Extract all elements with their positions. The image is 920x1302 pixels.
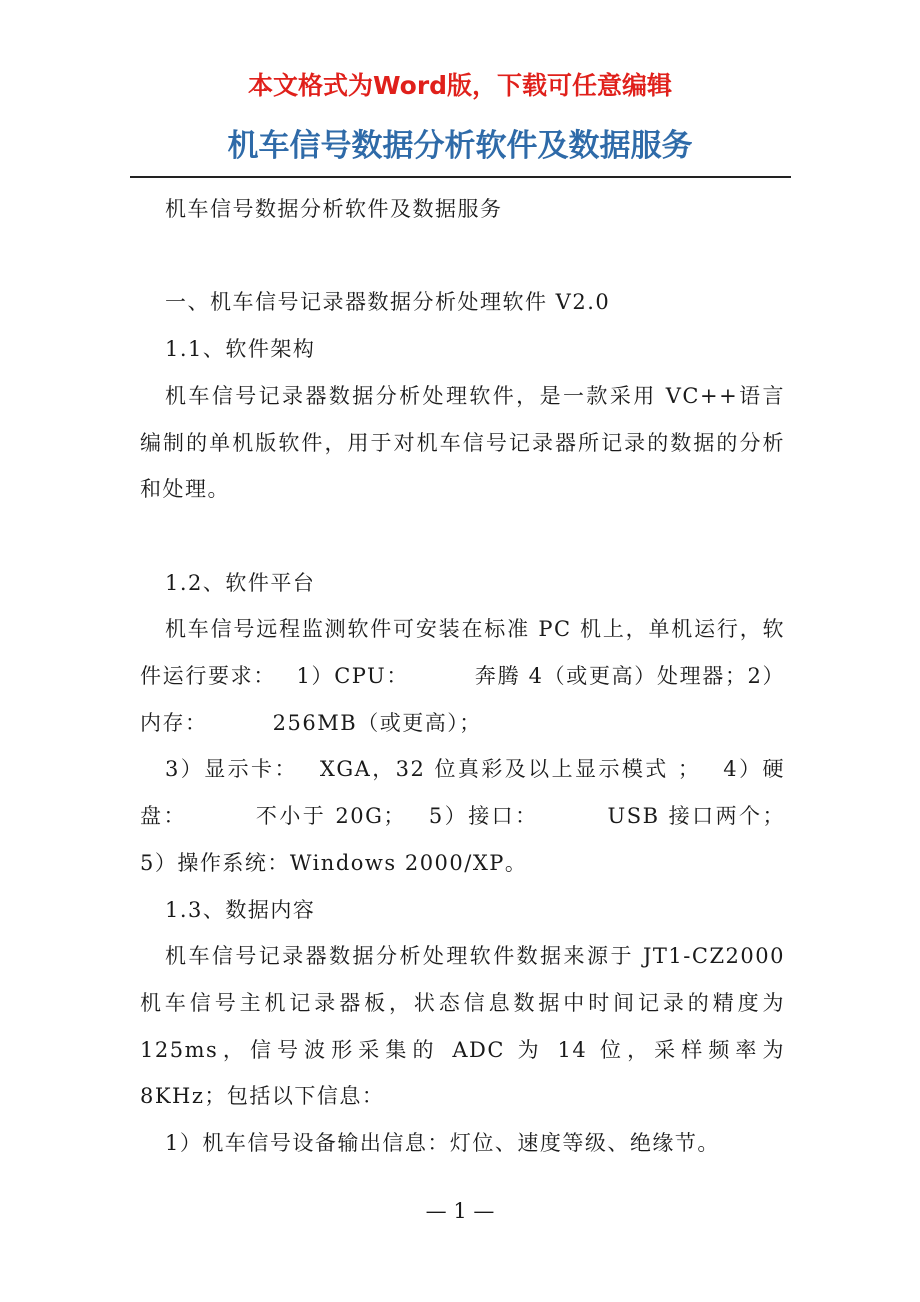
- paragraph-hardware-requirements: 3）显示卡： XGA，32 位真彩及以上显示模式 ； 4）硬盘： 不小于 20G； 5）接口： USB 接口两个；5）操作系统：Windows 2000/XP。: [140, 757, 785, 875]
- section-heading-1: 一、机车信号记录器数据分析处理软件 V2.0: [165, 290, 611, 315]
- title-divider: [130, 176, 791, 178]
- document-title: 机车信号数据分析软件及数据服务: [227, 128, 693, 164]
- paragraph-architecture: 机车信号记录器数据分析处理软件，是一款采用 VC++语言编制的单机版软件，用于对机车信号记录器所记录的数据的分析和处理。: [140, 383, 785, 502]
- paragraph-platform-requirements: 机车信号远程监测软件可安装在标准 PC 机上，单机运行，软件运行要求： 1）CPU： 奔腾 4（或更高）处理器；2）内存： 256MB（或更高）；: [140, 617, 785, 735]
- paragraph-data-content: 机车信号记录器数据分析处理软件数据来源于 JT1-CZ2000 机车信号主机记录器板，状态信息数据中时间记录的精度为 125ms，信号波形采集的 ADC 为 14 位，采样频率为 8KHz；包括以下信息：: [140, 944, 785, 1109]
- list-item-1: 1）机车信号设备输出信息：灯位、速度等级、绝缘节。: [165, 1131, 720, 1156]
- subsection-heading-1-3: 1.3、数据内容: [165, 897, 316, 922]
- body-heading: 机车信号数据分析软件及数据服务: [165, 197, 503, 221]
- subsection-heading-1-1: 1.1、软件架构: [165, 337, 316, 362]
- download-banner: 本文格式为Word版，下载可任意编辑: [247, 71, 673, 100]
- subsection-heading-1-2: 1.2、软件平台: [165, 570, 316, 595]
- page-number: — 1 —: [425, 1199, 495, 1223]
- document-body: [140, 186, 785, 1167]
